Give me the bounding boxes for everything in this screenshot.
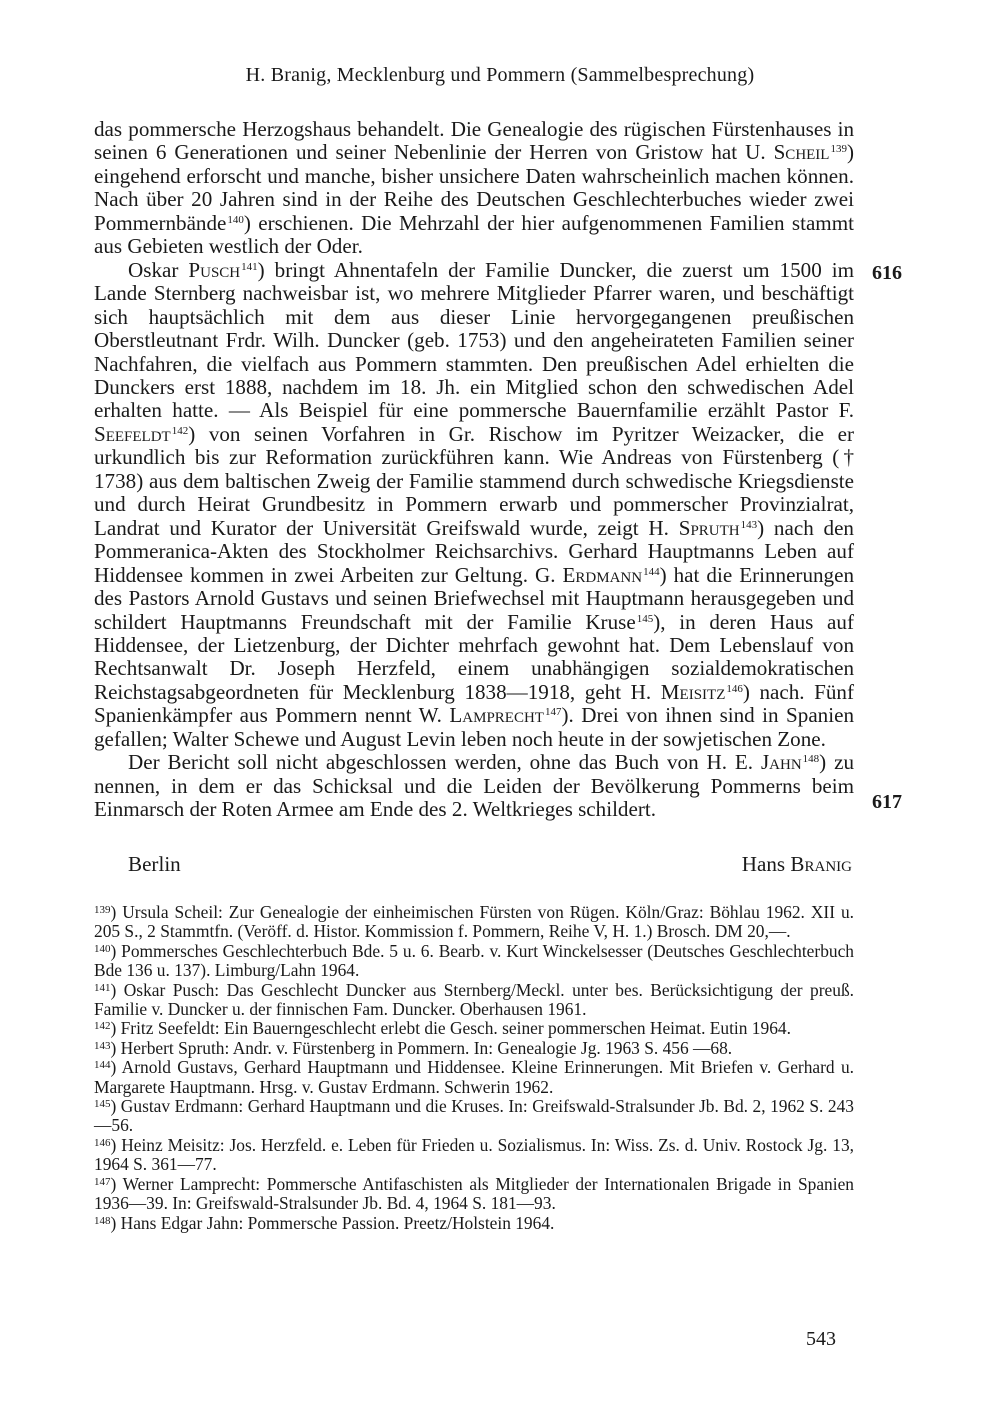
footnote-text: ) Ursula Scheil: Zur Genealogie der einheimischen Fürsten von Rügen. Köln/Graz: Böhlau 1962. XII u. 205 S., 2 Stammtfn. (Veröff. d. Histor. Kommission f. Pommern, Reihe V, H. 1.) Brosch. DM 20,—. xyxy=(94,902,854,942)
signature-author xyxy=(742,852,852,877)
footnote xyxy=(94,1175,854,1214)
text-run: ) hat die Erinnerungen des Pastors Arnold Gustavs und seinen Briefwechsel mit Hauptmann herausgegeben und schildert Hauptmanns Freundschaft mit der Familie Kruse xyxy=(94,562,855,634)
text-run: ) nach. Fünf Spanienkämpfer aus Pommern nennt W. xyxy=(94,679,854,728)
footnote xyxy=(94,981,854,1020)
footnote-number: 143 xyxy=(94,1039,111,1052)
paragraph-2 xyxy=(94,259,854,752)
footnote-number: 142 xyxy=(94,1020,111,1033)
text-run: ) bringt Ahnentafeln der Familie Duncker, die zuerst um 1500 im Lande Sternberg nachweisbar ist, wo mehrere Mitglieder Pfarrer waren, und beschäftigt sich hauptsächlich mit dem aus dieser Linie hervorgegangenen preußischen Oberstleutnant Frdr. Wilh. Duncker (geb. 1753) und den angeheirateten Familien seiner Nachfahren, die vielfach aus Pommern stammten. Den preußischen Adel erhielten die Dunckers erst 1888, nachdem im 18. Jh. ein Mitglied schon den schwedischen Adel erhalten hatte. — Als Beispiel für eine pommersche Bauernfamilie erzählt Pastor F. xyxy=(94,257,854,423)
footnote-number: 145 xyxy=(94,1098,111,1111)
footnote-ref: 146 xyxy=(726,682,743,695)
text-run: ). Drei von ihnen sind in Spanien gefallen; Walter Schewe und August Levin leben noch heute in der sowjetischen Zone. xyxy=(94,703,855,751)
footnote xyxy=(94,903,854,942)
text-run: ), in deren Haus auf Hiddensee, der Lietzenburg, der Dichter mehrfach gewohnt hat. Dem Lebenslauf von Rechtsanwalt Dr. Joseph Herzfeld, einem unabhängigen sozialdemokratischen Reichstagsabgeordneten für Mecklenburg 1838—1918, geht H. xyxy=(94,609,854,704)
text-run: Der Bericht soll nicht abgeschlossen werden, ohne das Buch von H. E. xyxy=(128,750,754,775)
footnote-number: 146 xyxy=(94,1136,111,1149)
signature-place: Berlin xyxy=(128,852,181,876)
footnote-number: 148 xyxy=(94,1214,111,1227)
footnote-text: ) Pommersches Geschlechterbuch Bde. 5 u. 6. Bearb. v. Kurt Winckelsesser (Deutsches Geschlechterbuch Bde 136 u. 137). Limburg/Lahn 1964. xyxy=(94,940,854,981)
author-name: Meisitz xyxy=(660,679,726,704)
footnote xyxy=(94,1214,854,1233)
text-run: ) von seinen Vorfahren in Gr. Rischow im Pyritzer Weizacker, die er urkundlich bis zur Reformation zurückführen kann. Wie Andreas von Fürstenberg († 1738) aus dem baltischen Zweig der Familie stammend durch schwedische Kriegsdienste und durch Heirat Grundbesitz in Pommern erwarb und pommerscher Provinzialrat, Landrat und Kurator der Universität Greifswald wurde, zeigt H. xyxy=(94,421,854,540)
footnote-number: 139 xyxy=(94,904,111,916)
footnote-text: ) Hans Edgar Jahn: Pommersche Passion. Preetz/Holstein 1964. xyxy=(110,1212,555,1233)
running-header: H. Branig, Mecklenburg und Pommern (Sammelbesprechung) xyxy=(245,64,755,86)
margin-number: 617 xyxy=(872,791,902,813)
author-name: Scheil xyxy=(773,140,830,165)
footnote xyxy=(94,1058,854,1097)
author-name: Lamprecht xyxy=(449,703,544,728)
text-run: ) eingehend erforscht und manche, bisher unsichere Daten wahrscheinlich machen können. Nach über 20 Jahren sind in der Reihe des Deutschen Geschlechterbuches wieder zwei Pommernbände xyxy=(94,140,854,235)
author-name: Jahn xyxy=(760,750,802,775)
text-run: Oskar xyxy=(128,257,179,282)
footnote-ref: 142 xyxy=(171,424,189,437)
author-name: Spruth xyxy=(678,515,740,540)
footnote xyxy=(94,1039,854,1058)
footnote-number: 144 xyxy=(94,1059,111,1072)
footnote-text: ) Arnold Gustavs, Gerhard Hauptmann und Hiddensee. Kleine Erinnerungen. Mit Briefen v. Gerhard u. Margarete Hauptmann. Hrsg. v. Gustav Erdmann. Schwerin 1962. xyxy=(94,1057,854,1097)
author-name: Erdmann xyxy=(562,562,643,587)
footnote-ref: 139 xyxy=(830,143,847,156)
text-run: ) zu nennen, in dem er das Schicksal und die Leiden der Bevölkerung Pommerns beim Einmarsch der Roten Armee am Ende des 2. Weltkrieges schildert. xyxy=(94,750,854,822)
footnote xyxy=(94,1136,854,1175)
footnote-ref: 143 xyxy=(740,518,758,531)
footnote xyxy=(94,942,854,981)
footnote-text: ) Fritz Seefeldt: Ein Bauerngeschlecht erlebt die Gesch. seiner pommerschen Heimat. Eutin 1964. xyxy=(110,1018,791,1039)
footnote-ref: 144 xyxy=(643,565,660,578)
main-text xyxy=(94,118,854,822)
footnote xyxy=(94,1097,854,1136)
footnote-text: ) Oskar Pusch: Das Geschlecht Duncker aus Sternberg/Meckl. unter bes. Berücksichtigung der preuß. Familie v. Duncker u. der finnischen Fam. Duncker. Oberhausen 1961. xyxy=(94,979,854,1020)
text-run: ) erschienen. Die Mehrzahl der hier aufgenommenen Familien stammt aus Gebieten westlich der Oder. xyxy=(94,210,854,259)
page-number: 543 xyxy=(806,1328,836,1350)
footnote-number: 141 xyxy=(94,981,111,994)
footnote xyxy=(94,1019,854,1038)
author-name: Seefeldt xyxy=(94,421,171,446)
footnotes xyxy=(94,903,854,1233)
footnote-text: ) Gustav Erdmann: Gerhard Hauptmann und die Kruses. In: Greifswald-Stralsunder Jb. Bd. 2, 1962 S. 243—56. xyxy=(94,1096,854,1136)
footnote-number: 147 xyxy=(94,1175,111,1188)
signature-line xyxy=(128,852,852,877)
author-name: Pusch xyxy=(188,257,241,282)
text-run: ) nach den Pommeranica-Akten des Stockholmer Reichsarchivs. Gerhard Hauptmanns Leben auf Hiddensee kommen in zwei Arbeiten zur Geltung. G. xyxy=(94,515,854,587)
margin-number: 616 xyxy=(872,262,902,284)
footnote-text: ) Werner Lamprecht: Pommersche Antifaschisten als Mitglieder der Internationalen Brigade in Spanien 1936—39. In: Greifswald-Stralsunder Jb. Bd. 4, 1964 S. 181—93. xyxy=(94,1173,854,1214)
footnote-ref: 147 xyxy=(544,706,562,719)
author-last-name: Branig xyxy=(790,852,852,876)
footnote-ref: 140 xyxy=(227,213,244,226)
footnote-text: ) Heinz Meisitz: Jos. Herzfeld. e. Leben für Frieden u. Sozialismus. In: Wiss. Zs. d. Univ. Rostock Jg. 13, 1964 S. 361—77. xyxy=(94,1134,854,1175)
footnote-ref: 145 xyxy=(636,612,654,625)
paragraph-1 xyxy=(94,118,854,259)
footnote-number: 140 xyxy=(94,942,111,955)
paragraph-3 xyxy=(94,751,854,821)
author-first-name: Hans xyxy=(741,852,786,876)
footnote-ref: 141 xyxy=(241,260,258,273)
footnote-text: ) Herbert Spruth: Andr. v. Fürstenberg in Pommern. In: Genealogie Jg. 1963 S. 456 —68. xyxy=(110,1037,733,1058)
footnote-ref: 148 xyxy=(802,753,820,766)
text-run: das pommersche Herzogshaus behandelt. Die Genealogie des rügischen Fürstenhauses in seinen 6 Generationen und seiner Nebenlinie der Herren von Gristow hat U. xyxy=(94,117,854,165)
